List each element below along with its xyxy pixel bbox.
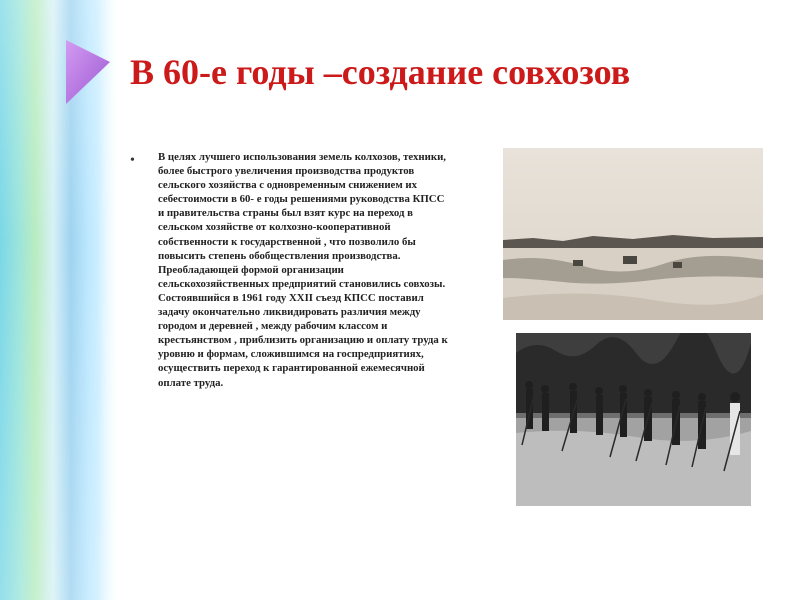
bullet-marker: • (130, 153, 135, 168)
photo-winter-landscape (503, 148, 763, 320)
triangle-play-icon (66, 40, 110, 104)
slide-title: В 60-е годы –создание совхозов (130, 52, 631, 92)
photo-workers-field (516, 333, 751, 506)
body-paragraph: В целях лучшего использования земель колхозов, техники, более быстрого увеличения производства продуктов сельского хозяйства с одновременным снижением их себестоимости в 60- е годы решениями руководства КПСС и правительства страны был взят курс на переход в сельском хозяйстве от колхозно-кооперативной собственности к государственной , что позволило бы повысить степень обобществления производства. Преобладающей формой организации сельскохозяйственных предприятий становились совхозы. Состоявшийся в 1961 году XXII съезд КПСС поставил задачу окончательно ликвидировать различия между городом и деревней , между рабочим классом и крестьянством , приблизить организацию и оплату труда к уровню и формам, сложившимся на госпредприятиях, осуществить переход к гарантированной ежемесячной оплате труда. (158, 151, 448, 389)
